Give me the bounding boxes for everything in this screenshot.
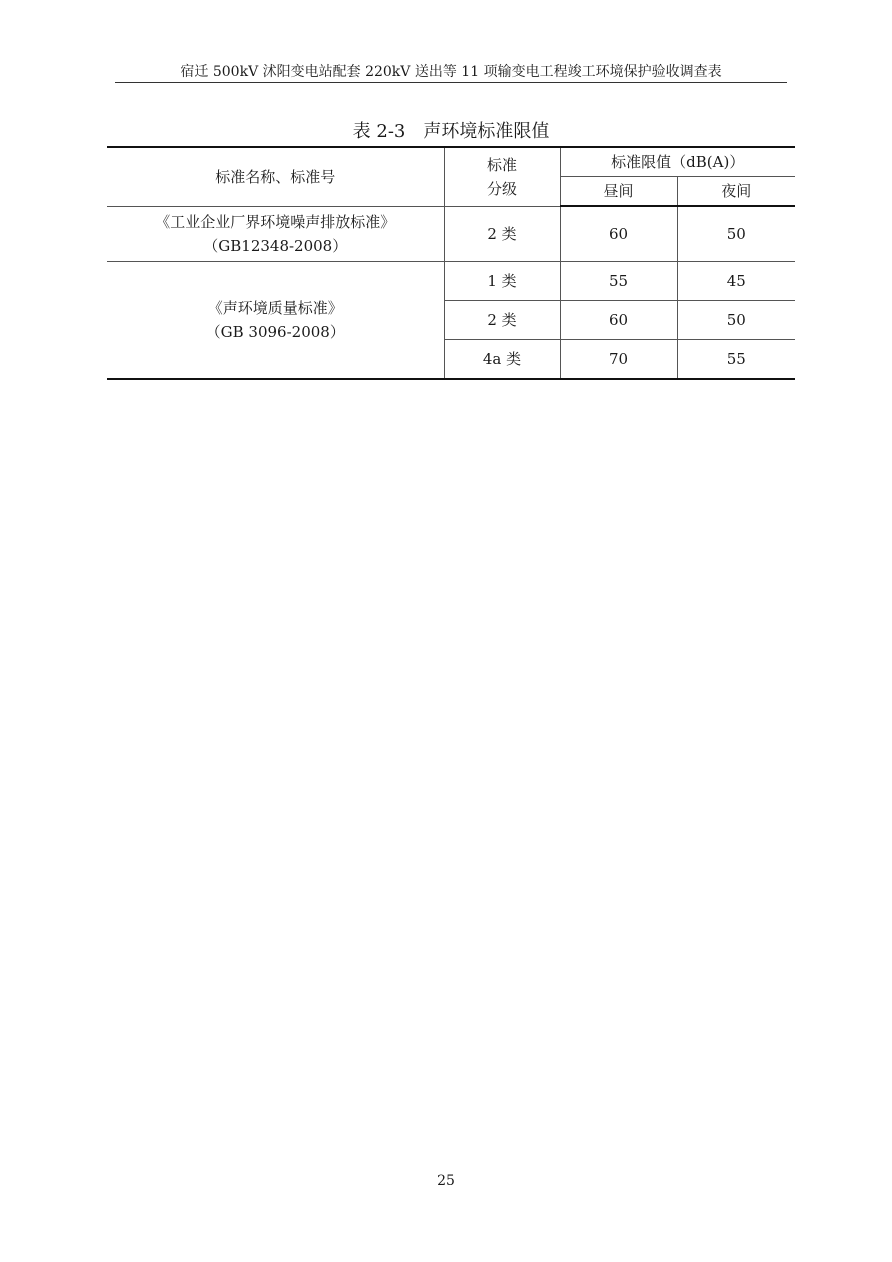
standard-name-cell xyxy=(107,262,444,380)
noise-limits-table xyxy=(107,146,795,380)
class-cell: 2 类 xyxy=(444,206,560,262)
day-limit-cell: 70 xyxy=(560,340,677,380)
standard-code: （GB 3096-2008） xyxy=(205,323,345,341)
header-class-line1: 标准 xyxy=(486,155,517,174)
header-divider xyxy=(115,82,787,83)
header-limits: 标准限值（dB(A)） xyxy=(560,147,795,177)
page-number: 25 xyxy=(437,1173,455,1189)
class-cell: 4a 类 xyxy=(444,340,560,380)
night-limit-cell: 45 xyxy=(677,262,795,301)
night-limit-cell: 55 xyxy=(677,340,795,380)
class-cell: 1 类 xyxy=(444,262,560,301)
table-row xyxy=(107,206,795,262)
standard-title: 《工业企业厂界环境噪声排放标准》 xyxy=(155,212,396,231)
header-night: 夜间 xyxy=(677,177,795,207)
table-row xyxy=(107,262,795,301)
header-class-line2: 分级 xyxy=(486,179,517,198)
night-limit-cell: 50 xyxy=(677,206,795,262)
class-cell: 2 类 xyxy=(444,301,560,340)
standard-code: （GB12348-2008） xyxy=(203,236,348,255)
night-limit-cell: 50 xyxy=(677,301,795,340)
page-header: 宿迁 500kV 沭阳变电站配套 220kV 送出等 11 项输变电工程竣工环境保护验收调查表 xyxy=(180,64,722,80)
day-limit-cell: 55 xyxy=(560,262,677,301)
day-limit-cell: 60 xyxy=(560,301,677,340)
day-limit-cell: 60 xyxy=(560,206,677,262)
standard-title: 《声环境质量标准》 xyxy=(207,299,343,317)
table-caption: 表 2-3 声环境标准限值 xyxy=(352,121,550,142)
table-header-row xyxy=(107,147,795,177)
header-standard-name: 标准名称、标准号 xyxy=(107,147,444,206)
header-class xyxy=(444,147,560,206)
header-day: 昼间 xyxy=(560,177,677,207)
standard-name-cell xyxy=(107,206,444,262)
